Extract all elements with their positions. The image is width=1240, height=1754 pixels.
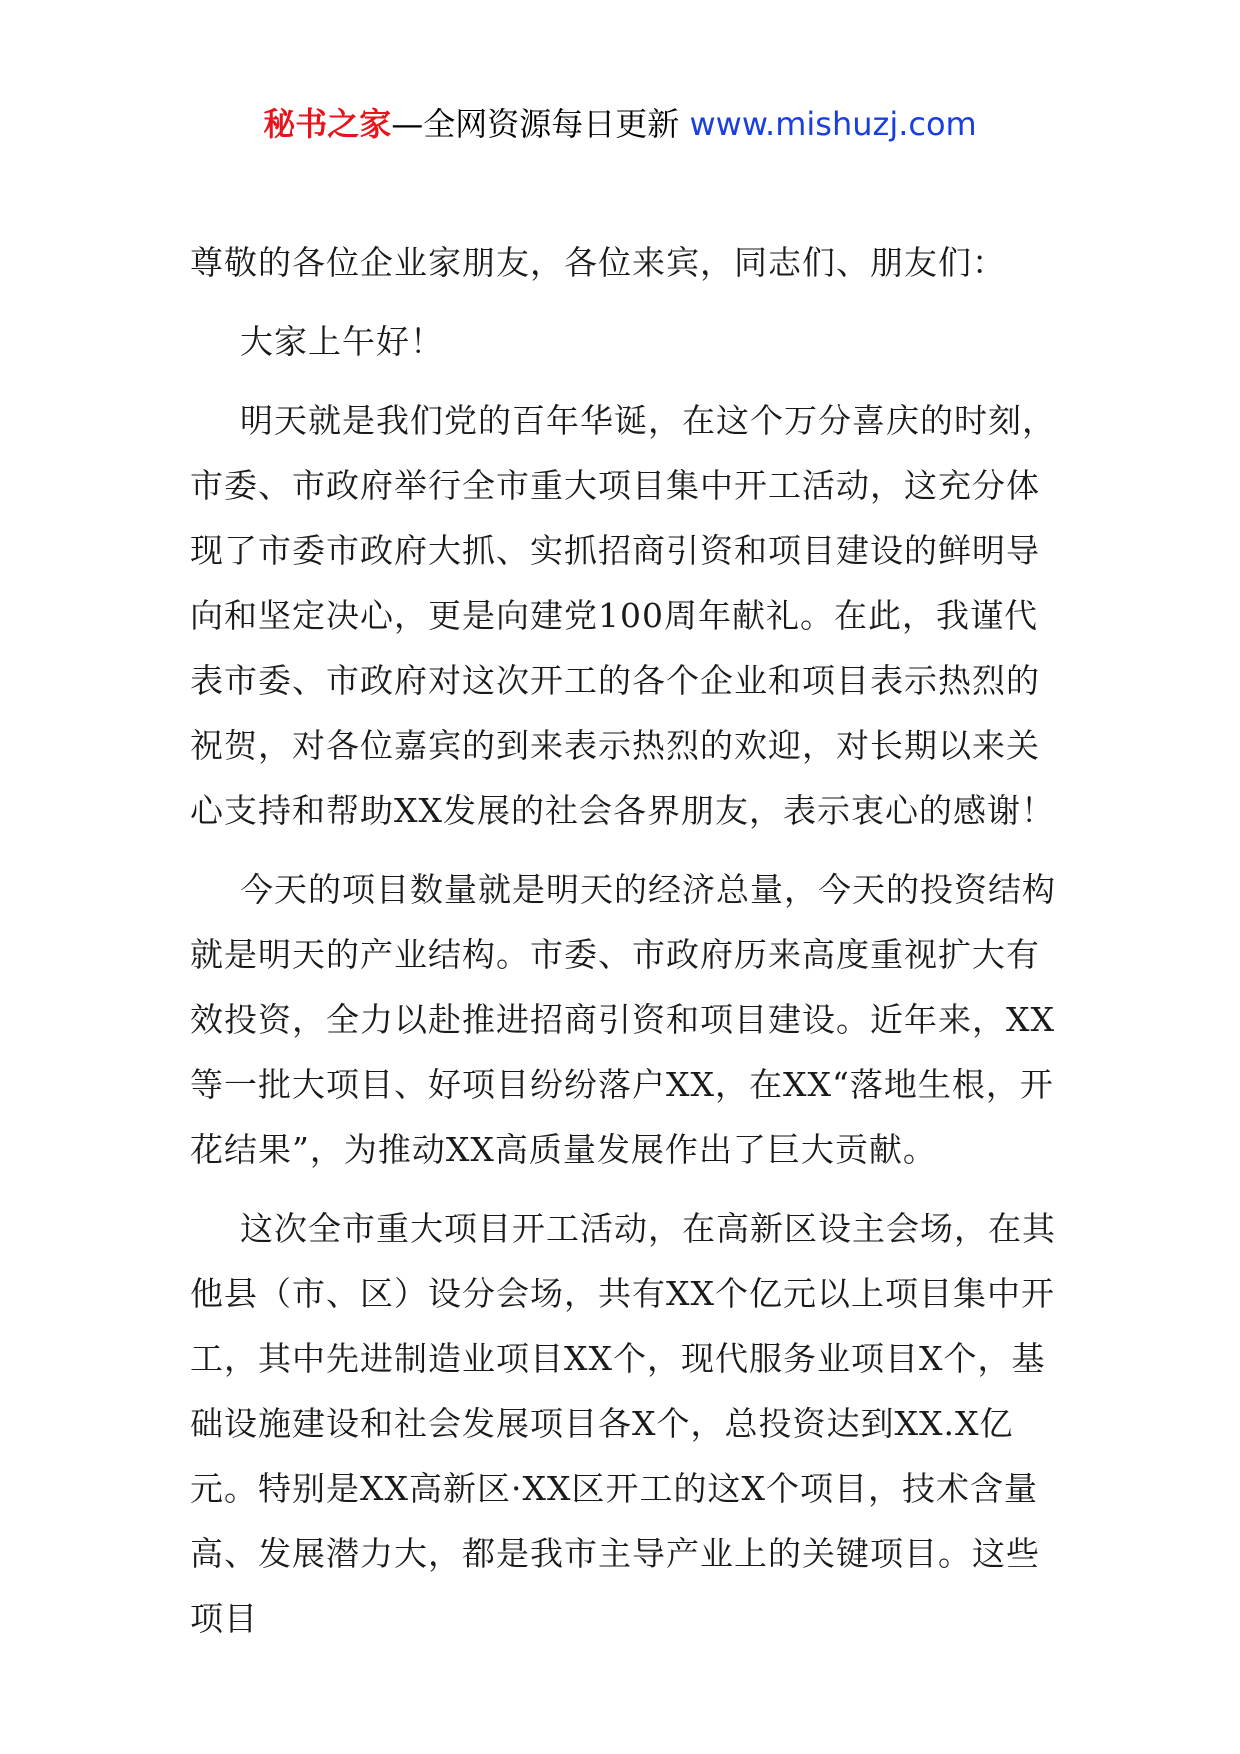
document-body [190,230,1070,1651]
header-slogan: —全网资源每日更新 [391,105,690,143]
page-header [0,100,1240,148]
salutation: 尊敬的各位企业家朋友，各位来宾，同志们、朋友们： [190,243,1006,282]
paragraph-1: 明天就是我们党的百年华诞，在这个万分喜庆的时刻，市委、市政府举行全市重大项目集中开工活动，这充分体现了市委市政府大抓、实抓招商引资和项目建设的鲜明导向和坚定决心，更是向建党100周年献礼。在此，我谨代表市委、市政府对这次开工的各个企业和项目表示热烈的祝贺，对各位嘉宾的到来表示热烈的欢迎，对长期以来关心支持和帮助XX发展的社会各界朋友，表示衷心的感谢！ [190,401,1056,830]
paragraph-2: 今天的项目数量就是明天的经济总量，今天的投资结构就是明天的产业结构。市委、市政府历来高度重视扩大有效投资，全力以赴推进招商引资和项目建设。近年来，XX等一批大项目、好项目纷纷落户XX，在XX“落地生根，开花结果”，为推动XX高质量发展作出了巨大贡献。 [190,870,1056,1169]
brand-name: 秘书之家 [263,105,392,143]
greeting: 大家上午好！ [240,322,444,361]
paragraph-3: 这次全市重大项目开工活动，在高新区设主会场，在其他县（市、区）设分会场，共有XX个亿元以上项目集中开工，其中先进制造业项目XX个，现代服务业项目X个，基础设施建设和社会发展项目各X个，总投资达到XX.X亿元。特别是XX高新区·XX区开工的这X个项目，技术含量高、发展潜力大，都是我市主导产业上的关键项目。这些项目 [190,1209,1056,1638]
website-link[interactable]: www.mishuzj.com [689,105,977,143]
